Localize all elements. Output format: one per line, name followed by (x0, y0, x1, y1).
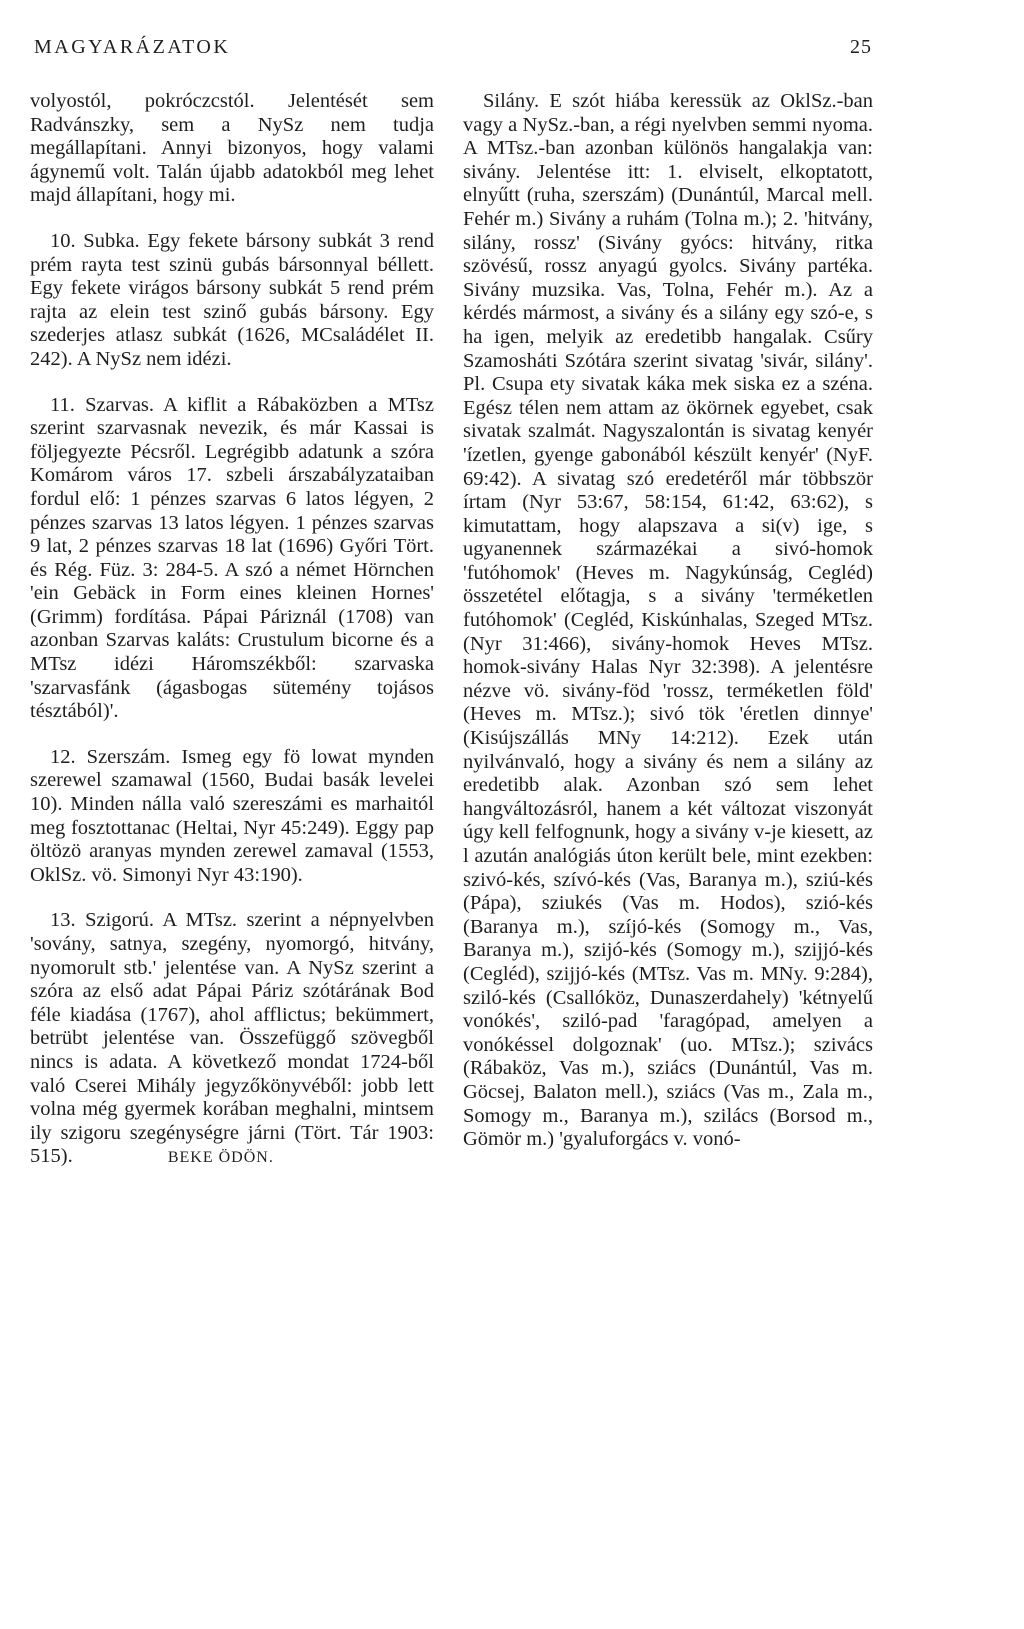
page-number: 25 (850, 36, 872, 58)
entry-szigoru (30, 909, 434, 1170)
left-column (30, 90, 434, 1170)
entry-szarvas: 11. Szarvas. A kiflit a Rábaközben a MTsz szerint szarvasnak nevezik, és már Kassai is följegyezte Pécsről. Legrégibb adatunk a szóra Komárom város 17. szbeli árszabályzataiban fordul elő: 1 pénzes szarvas 6 latos légyen, 2 pénzes szarvas 13 latos légyen. 1 pénzes szarvas 9 lat, 2 pénzes szarvas 18 lat (1696) Győri Tört. és Rég. Füz. 3: 284-5. A szó a német Hörnchen 'ein Gebäck in Form eines kleinen Hornes' (Grimm) fordítása. Pápai Páriznál (1708) van azonban Szarvas kaláts: Crustulum bicorne és a MTsz idézi Háromszékből: szarvaska 'szarvasfánk (ágasbogas sütemény tojásos tésztából)'. (30, 393, 434, 723)
entry-subka: 10. Subka. Egy fekete bársony subkát 3 rend prém rayta test szinü gubás bársonnyal béllett. Egy fekete virágos bársony subkát 5 rend prém rajta az elein test szinő gubás bársony. Egy szederjes atlasz subkát (1626, MCsaládélet II. 242). A NySz nem idézi. (30, 229, 434, 370)
entry-silany: Silány. E szót hiába keressük az OklSz.-ban vagy a NySz.-ban, a régi nyelvben semmi nyoma. A MTsz.-ban azonban különös hangalakja van: sivány. Jelentése itt: 1. elviselt, elkoptatott, elnyűtt (ruha, szerszám) (Dunántúl, Marcal mell. Fehér m.) Sivány a ruhám (Tolna m.); 2. 'hitvány, silány, rossz' (Sivány gyócs: hitvány, ritka szövésű, rossz anyagú gyolcs. Sivány partéka. Sivány muzsika. Vas, Tolna, Fehér m.). Az a kérdés mármost, a sivány és a silány egy szó-e, s ha igen, melyik az eredetibb hangalak. Csűry Szamosháti Szótára szerint sivatag 'sivár, silány'. Pl. Csupa ety sivatak káka mek siska ez a széna. Egész télen nem attam az ökörnek egyebet, csak sivatak szalmát. Nagyszalontán is sivatag kenyér 'ízetlen, gyenge gabonából készült kenyér' (NyF. 69:42). A sivatag szó eredetéről már többször írtam (Nyr 53:67, 58:154, 61:42, 63:62), s kimutattam, hogy alapszava a si(v) ige, s ugyanennek származékai a sivó-homok 'futóhomok' (Heves m. Nagykúnság, Cegléd) összetétel előtagja, s a sivány 'terméketlen futóhomok' (Cegléd, Kiskúnhalas, Szeged MTsz. (Nyr 31:466), sivány-homok Heves MTsz. homok-sivány Halas Nyr 32:398). A jelentésre nézve vö. sivány-föd 'rossz, terméketlen föld' (Heves m. MTsz.); sivó tök 'éretlen dinnye' (Kisújszállás MNy 14:212). Ezek után nyilvánvaló, hogy a sivány és nem a silány az eredetibb alak. Azonban szó sem lehet hangváltozásról, hanem a két változat viszonyát úgy kell felfognunk, hogy a sivány v-je kiesett, az l azután analógiás úton került bele, mint ezekben: szivó-kés, szívó-kés (Vas, Baranya m.), sziú-kés (Pápa), sziukés (Vas m. Hodos), szió-kés (Baranya m.), szíjó-kés (Somogy m., Vas, Baranya m.), szijó-kés (Somogy m.), szijjó-kés (Cegléd), szijjó-kés (MTsz. Vas m. MNy. 9:284), sziló-kés (Csallóköz, Dunaszerdahely) 'kétnyelű vonókés', sziló-pad 'faragópad, amelyen a vonókéssel dolgoznak' (uo. MTsz.); szivács (Rábaköz, Vas m.), sziács (Dunántúl, Vas m. Göcsej, Balaton mell.), sziács (Vas m., Zala m., Somogy m., Baranya m.), szilács (Borsod m., Gömör m.) 'gyaluforgács v. vonó- (463, 90, 873, 1151)
running-title: MAGYARÁZATOK (34, 36, 231, 58)
entry-szigoru-text: 13. Szigorú. A MTsz. szerint a népnyelvben 'sovány, satnya, szegény, nyomorgó, hitvány, nyomorult stb.' jelentése van. A NySz szerint a szóra az első adat Pápai Páriz szótárának Bod féle kiadása (1767), ahol afflictus; bekümmert, betrübt jelentése van. Összefüggő szövegből nincs is adata. A következő mondat 1724-ből való Cserei Mihály jegyzőkönyvéből: jobb lett volna még gyermek korában meghalni, mintsem ily szigoru szegénységre járni (Tört. Tár 1903: 515). (30, 909, 434, 1168)
entry-szerszam: 12. Szerszám. Ismeg egy fö lowat mynden szerewel szamawal (1560, Budai basák levelei 10). Minden nálla való szereszámi es marhaitól meg fosztottanac (Heltai, Nyr 45:249). Eggy pap öltözö aranyas mynden zerewel zamaval (1553, OklSz. vö. Simonyi Nyr 43:190). (30, 745, 434, 886)
paragraph-continued: volyostól, pokróczcstól. Jelentését sem Radvánszky, sem a NySz nem tudja megállapítani. Annyi bizonyos, hogy valami ágynemű volt. Talán újabb adatokból meg lehet majd állapítani, hogy mi. (30, 90, 434, 207)
right-column (463, 90, 873, 1152)
running-header (34, 36, 872, 59)
author-signature: BEKE ÖDÖN. (167, 1149, 274, 1167)
